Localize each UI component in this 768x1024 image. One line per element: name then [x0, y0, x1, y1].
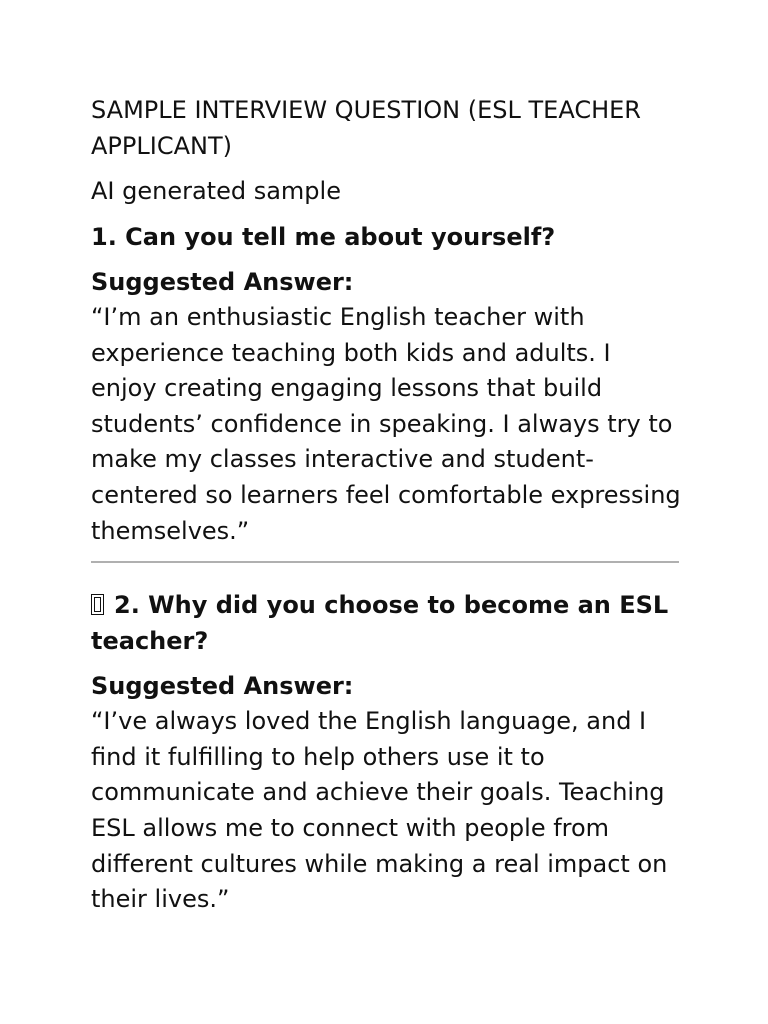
missing-glyph-icon	[91, 594, 104, 615]
question-heading-text: 2. Why did you choose to become an ESL teacher?	[91, 591, 669, 656]
answer-text: “I’ve always loved the English language, and I find it fulfilling to help others use it to communicate and achieve their goals. Teaching ESL allows me to connect with people from different cultures while making a real impact on their lives.”	[91, 707, 668, 914]
document-page	[91, 92, 681, 918]
section-divider	[91, 561, 679, 563]
answer-text: “I’m an enthusiastic English teacher with experience teaching both kids and adults. I enjoy creating engaging lessons that build students’ confidence in speaking. I always try to make my classes interactive and student-centered so learners feel comfortable expressing themselves.”	[91, 303, 681, 545]
document-subtitle: AI generated sample	[91, 177, 341, 205]
answer-label: Suggested Answer:	[91, 268, 354, 296]
question-heading: 1. Can you tell me about yourself?	[91, 223, 556, 251]
question-block-1	[91, 219, 681, 549]
answer-label: Suggested Answer:	[91, 672, 354, 701]
question-heading	[91, 587, 681, 659]
question-block-2	[91, 587, 681, 918]
document-title: SAMPLE INTERVIEW QUESTION (ESL TEACHER APPLICANT)	[91, 96, 641, 160]
